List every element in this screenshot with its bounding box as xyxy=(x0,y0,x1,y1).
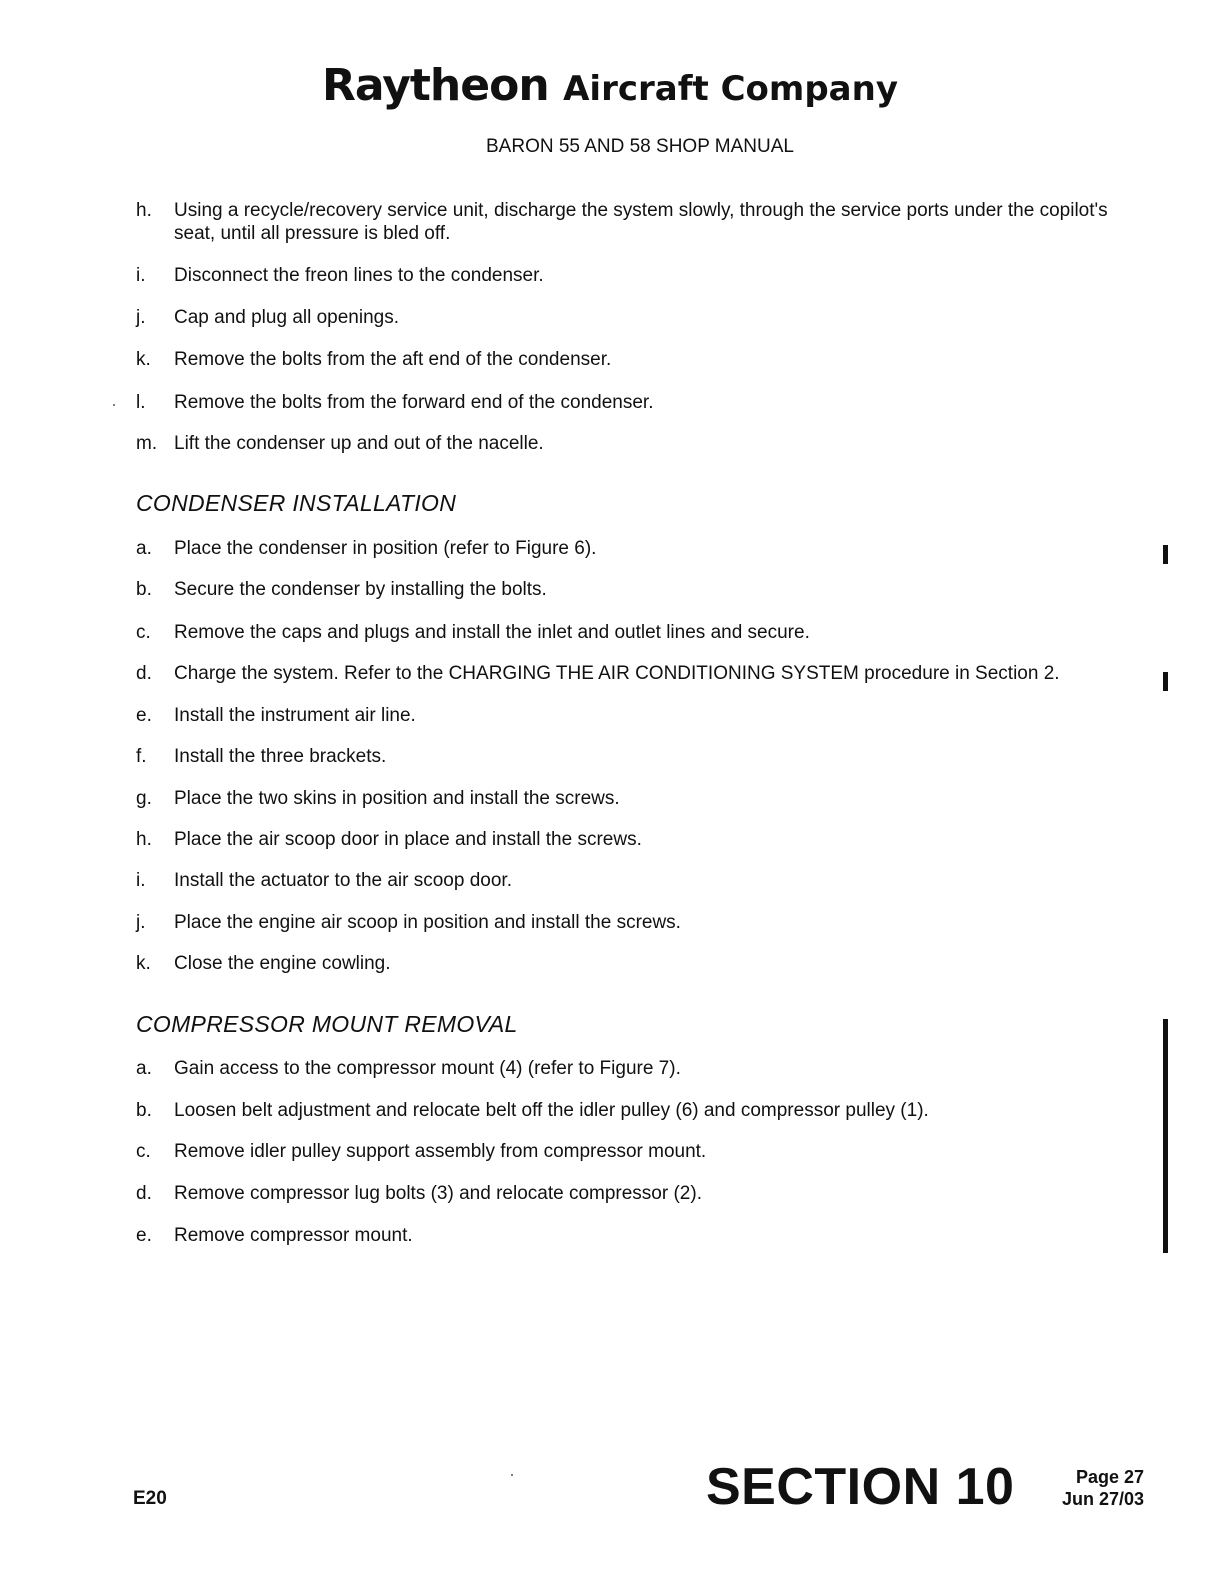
footer-code: E20 xyxy=(133,1488,167,1509)
step-marker: d. xyxy=(136,1183,152,1204)
revision-date: Jun 27/03 xyxy=(1061,1489,1144,1509)
step-marker: g. xyxy=(136,788,152,809)
step-marker: k. xyxy=(136,349,151,370)
page-header xyxy=(0,60,1220,111)
step-marker: i. xyxy=(136,265,146,286)
step-marker: i. xyxy=(136,870,146,891)
step-marker: h. xyxy=(136,829,152,850)
revision-change-bar xyxy=(1163,672,1168,691)
step-marker: j. xyxy=(136,307,146,328)
step-text: Disconnect the freon lines to the condenser. xyxy=(174,265,544,286)
step-marker: f. xyxy=(136,746,147,767)
step-text: Cap and plug all openings. xyxy=(174,307,400,328)
step-marker: a. xyxy=(136,538,152,559)
step-text: Secure the condenser by installing the bolts. xyxy=(174,579,547,600)
step-text: Install the actuator to the air scoop door. xyxy=(174,870,512,891)
step-marker: d. xyxy=(136,663,152,684)
step-text: Install the three brackets. xyxy=(174,746,387,767)
step-marker: b. xyxy=(136,579,152,600)
step-text: Place the condenser in position (refer to Figure 6). xyxy=(174,538,597,559)
step-text: Place the two skins in position and install the screws. xyxy=(174,788,620,809)
step-marker: e. xyxy=(136,705,152,726)
step-text: Gain access to the compressor mount (4) (refer to Figure 7). xyxy=(174,1058,681,1079)
step-text: Install the instrument air line. xyxy=(174,705,416,726)
step-text: Remove compressor mount. xyxy=(174,1225,413,1246)
step-marker: c. xyxy=(136,622,151,643)
page-number: Page 27 xyxy=(1075,1467,1144,1487)
manual-title: BARON 55 AND 58 SHOP MANUAL xyxy=(486,136,794,157)
step-marker: c. xyxy=(136,1141,151,1162)
scan-speck xyxy=(511,1474,513,1476)
step-text: Lift the condenser up and out of the nacelle. xyxy=(174,433,544,454)
step-text: Remove the caps and plugs and install the inlet and outlet lines and secure. xyxy=(174,622,810,643)
company-brand xyxy=(322,60,898,111)
step-marker: m. xyxy=(136,433,158,454)
step-marker: l. xyxy=(136,392,146,413)
step-marker: e. xyxy=(136,1225,152,1246)
step-text: Remove idler pulley support assembly from compressor mount. xyxy=(174,1141,707,1162)
step-marker: b. xyxy=(136,1100,152,1121)
step-marker: j. xyxy=(136,912,146,933)
step-marker: k. xyxy=(136,953,151,974)
step-marker: h. xyxy=(136,200,152,221)
revision-change-bar xyxy=(1163,1019,1168,1253)
raytheon-logo: Raytheon xyxy=(322,60,549,111)
step-text: Remove the bolts from the aft end of the condenser. xyxy=(174,349,612,370)
step-marker: a. xyxy=(136,1058,152,1079)
revision-change-bar xyxy=(1163,545,1168,564)
company-name: Aircraft Company xyxy=(563,69,898,109)
step-text: Remove the bolts from the forward end of the condenser. xyxy=(174,392,654,413)
step-text: Charge the system. Refer to the CHARGING THE AIR CONDITIONING SYSTEM procedure in Section 2. xyxy=(174,663,1060,684)
footer-section-title: SECTION 10 xyxy=(706,1458,1015,1516)
step-text: Using a recycle/recovery service unit, discharge the system slowly, through the service ports under the copilot's seat, until all pressure is bled off. xyxy=(174,200,1108,244)
step-text: Remove compressor lug bolts (3) and relocate compressor (2). xyxy=(174,1183,702,1204)
scan-speck xyxy=(113,404,115,406)
section-heading-compressor-mount-removal: COMPRESSOR MOUNT REMOVAL xyxy=(136,1011,518,1037)
step-text: Place the engine air scoop in position and install the screws. xyxy=(174,912,681,933)
step-text: Place the air scoop door in place and install the screws. xyxy=(174,829,642,850)
section-heading-condenser-installation: CONDENSER INSTALLATION xyxy=(136,490,457,516)
step-text: Close the engine cowling. xyxy=(174,953,391,974)
step-text: Loosen belt adjustment and relocate belt off the idler pulley (6) and compressor pulley (1). xyxy=(174,1100,929,1121)
footer-page-info xyxy=(1040,1466,1144,1510)
